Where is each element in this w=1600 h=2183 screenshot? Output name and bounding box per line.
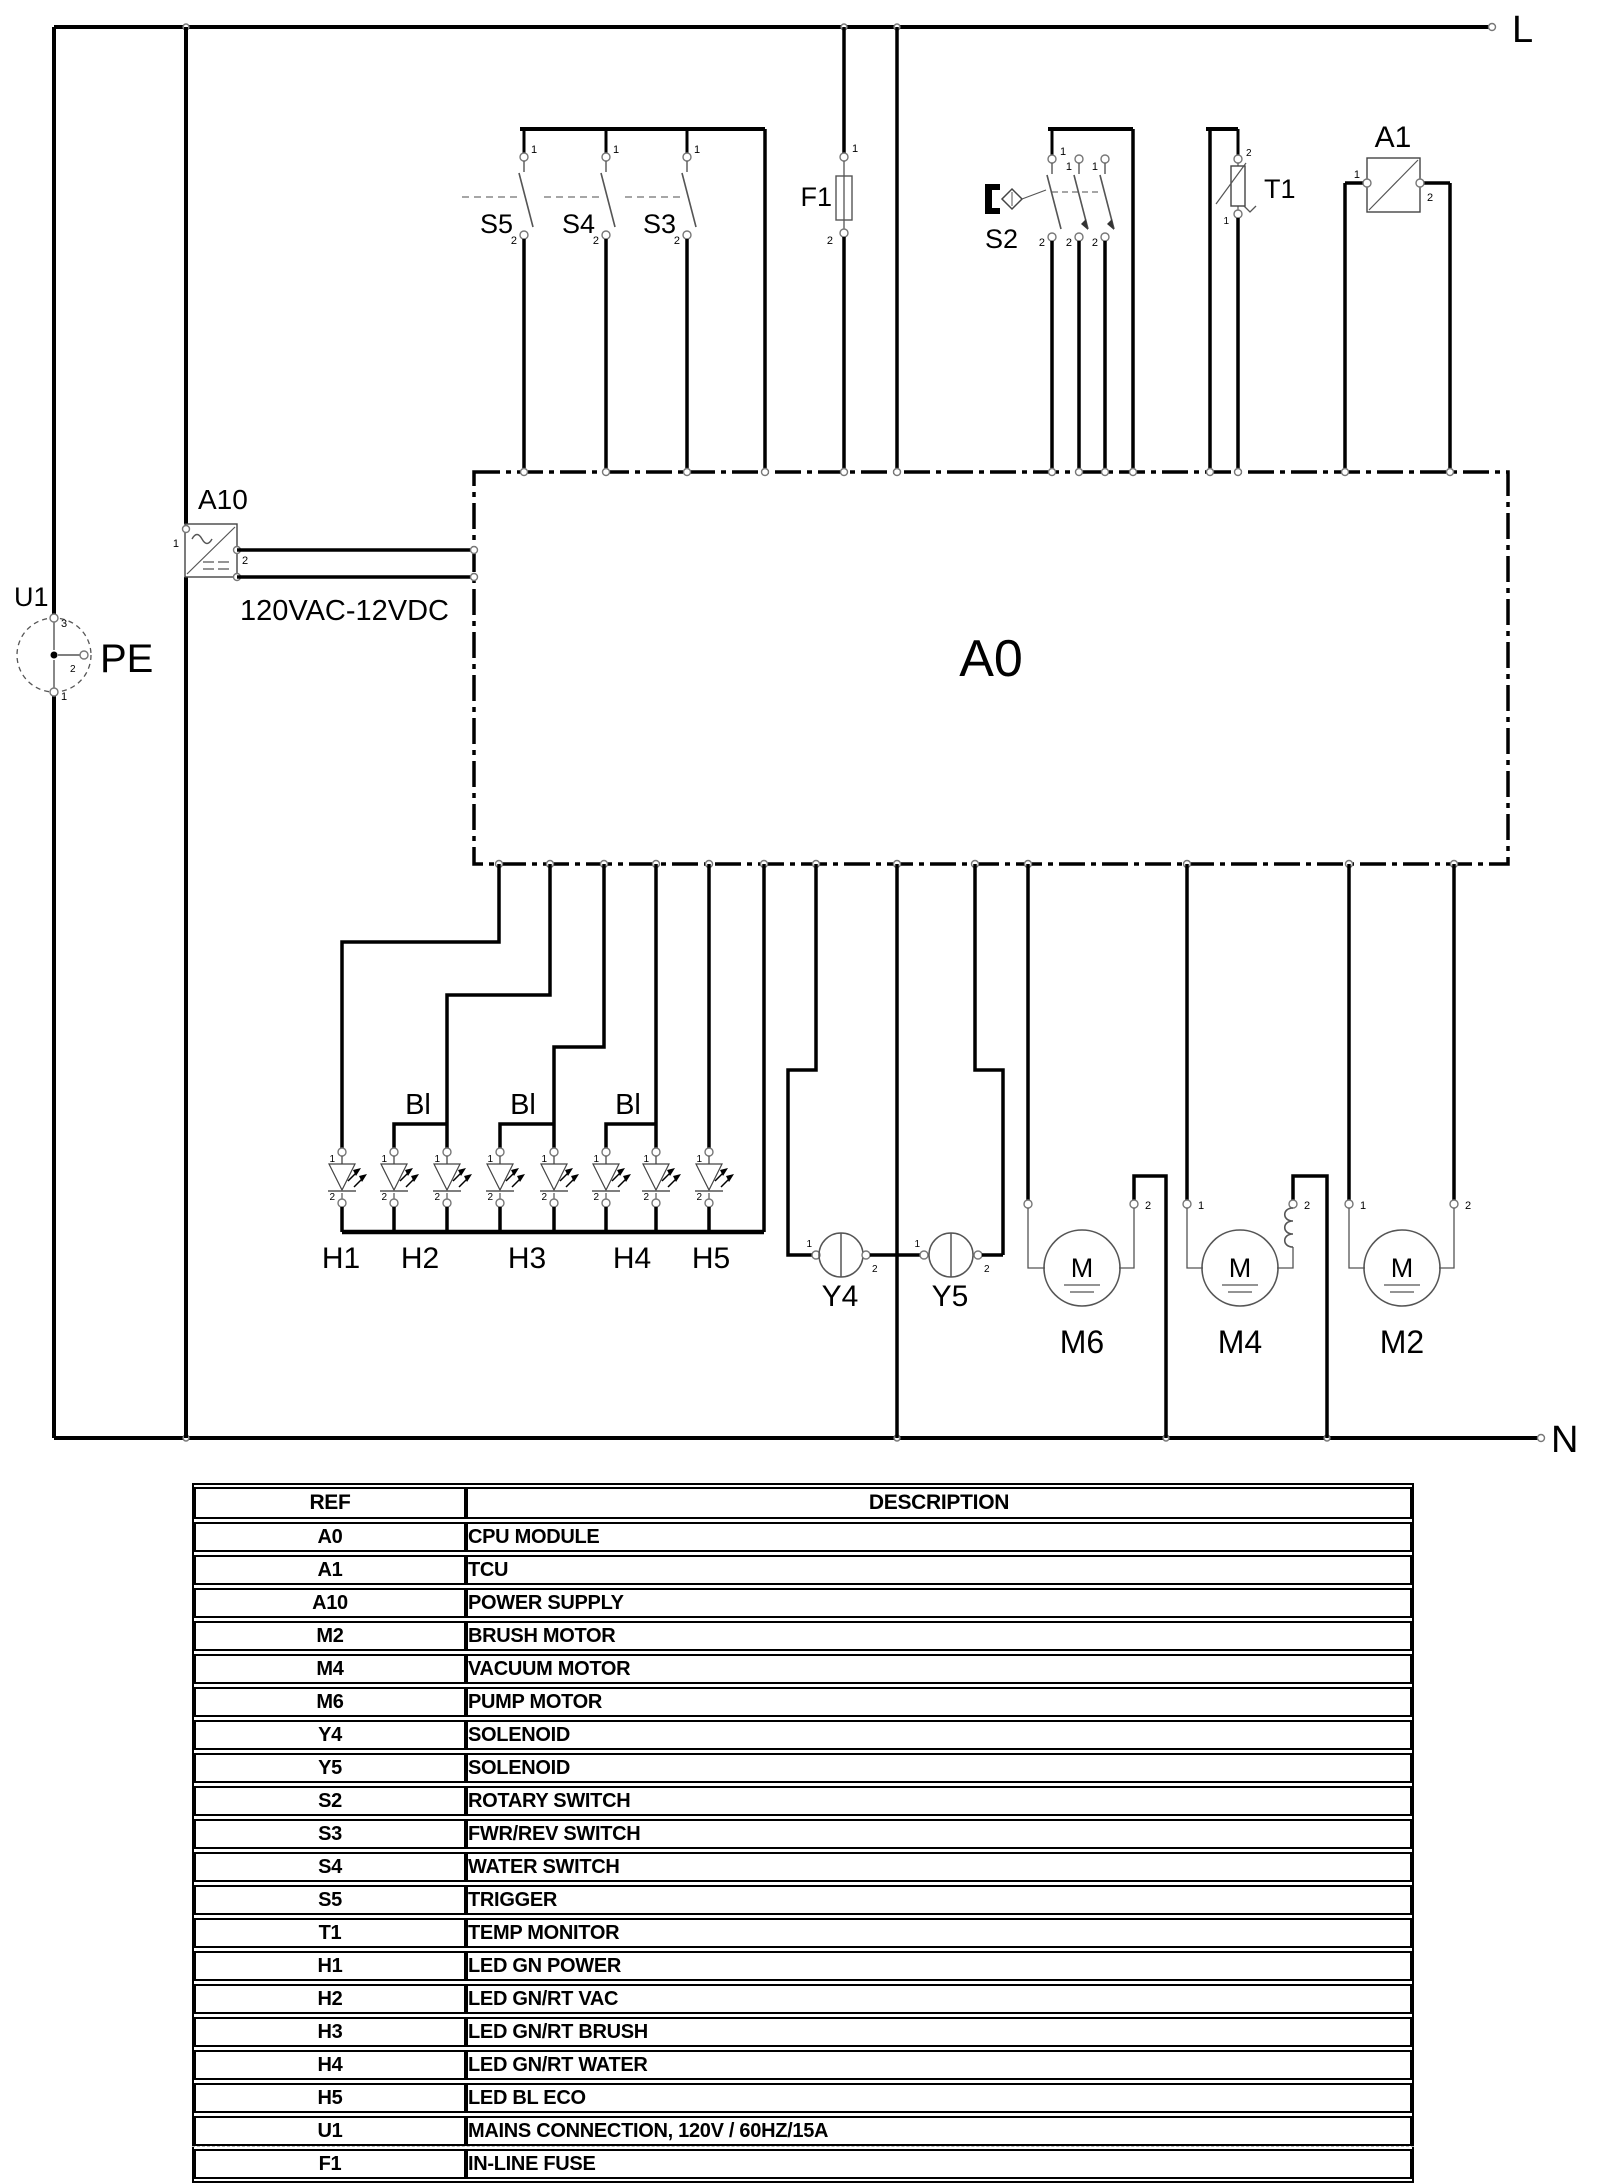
pin-label: 1	[329, 1154, 335, 1165]
a1-label: A1	[1374, 121, 1412, 154]
desc-cell: LED GN/RT WATER	[466, 2050, 1412, 2080]
desc-cell: VACUUM MOTOR	[466, 1654, 1412, 1684]
table-row	[194, 1720, 1412, 1750]
desc-cell: LED GN/RT BRUSH	[466, 2017, 1412, 2047]
pin-label: 1	[1060, 146, 1067, 158]
pin-label: 2	[826, 235, 833, 247]
power-supply-a10	[173, 27, 471, 1438]
table-row	[194, 1819, 1412, 1849]
ref-cell: F1	[194, 2149, 466, 2179]
pin-label: 2	[434, 1192, 440, 1203]
desc-cell: FWR/REV SWITCH	[466, 1819, 1412, 1849]
led-row	[322, 1089, 734, 1275]
line-rail	[54, 9, 1533, 1438]
pin-label: 1	[1353, 169, 1360, 181]
led-symbol	[540, 1148, 579, 1232]
s5-label: S5	[479, 209, 513, 239]
desc-cell: MAINS CONNECTION, 120V / 60HZ/15A	[466, 2116, 1412, 2146]
a0-label: A0	[959, 630, 1023, 688]
pin-label: 2	[592, 235, 599, 247]
ref-cell: Y5	[194, 1753, 466, 1783]
desc-cell: LED BL ECO	[466, 2083, 1412, 2113]
description-header: DESCRIPTION	[466, 1487, 1412, 1519]
pin-label: 2	[510, 235, 517, 247]
u1-label: U1	[14, 582, 49, 612]
h1-label: H1	[321, 1242, 361, 1275]
line-rail-label: L	[1512, 9, 1534, 51]
pin-label: 1	[1360, 1200, 1367, 1212]
pin-label: 1	[613, 144, 620, 156]
table-row	[194, 1984, 1412, 2014]
m6-label: M6	[1059, 1324, 1105, 1360]
ref-cell: M2	[194, 1621, 466, 1651]
s2-pole	[1092, 155, 1114, 472]
table-row	[194, 1588, 1412, 1618]
pin-label: 2	[1065, 237, 1072, 249]
table-row	[194, 2116, 1412, 2146]
pin-label: 2	[487, 1192, 493, 1203]
pin-label: 1	[531, 144, 538, 156]
pin-label: 1	[914, 1239, 920, 1250]
pin-label: 2	[329, 1192, 335, 1203]
pin-label: 2	[643, 1192, 649, 1203]
ref-cell: A10	[194, 1588, 466, 1618]
ref-cell: S4	[194, 1852, 466, 1882]
table-row	[194, 1918, 1412, 1948]
pin-label: 2	[1038, 237, 1045, 249]
rotary-switch-s2	[985, 129, 1133, 472]
pin-label: 3	[61, 618, 68, 630]
table-row	[194, 1753, 1412, 1783]
table-row	[194, 1522, 1412, 1552]
led-symbol	[486, 1148, 525, 1232]
pin-label: 1	[1198, 1200, 1205, 1212]
ref-cell: S5	[194, 1885, 466, 1915]
pin-label: 1	[61, 691, 68, 703]
brush-motor-m2	[1345, 864, 1471, 1360]
pin-label: 1	[1065, 161, 1072, 173]
fuse-f1	[800, 27, 858, 472]
led-symbol	[592, 1148, 631, 1232]
table-row	[194, 2083, 1412, 2113]
pin-label: 1	[852, 143, 859, 155]
ref-cell: S3	[194, 1819, 466, 1849]
pin-label: 2	[696, 1192, 702, 1203]
solenoid-y4	[788, 864, 897, 1313]
bl-label: Bl	[405, 1089, 431, 1121]
ref-cell: M6	[194, 1687, 466, 1717]
pin-label: 2	[984, 1264, 990, 1275]
h4-label: H4	[612, 1242, 652, 1275]
s2-pole	[1066, 155, 1088, 472]
desc-cell: TEMP MONITOR	[466, 1918, 1412, 1948]
table-row	[194, 1852, 1412, 1882]
m4-label: M4	[1217, 1324, 1263, 1360]
s2-label: S2	[984, 224, 1018, 254]
pin-label: 1	[694, 144, 701, 156]
table-bottom-partial-row	[192, 2146, 1414, 2147]
table-row	[194, 2050, 1412, 2080]
table-row	[194, 2017, 1412, 2047]
table-row	[194, 1885, 1412, 1915]
ref-header: REF	[194, 1487, 466, 1519]
pin-label: 2	[872, 1264, 878, 1275]
pin-label: 2	[1091, 237, 1098, 249]
pin-label: 1	[1223, 216, 1229, 227]
pin-label: 1	[696, 1154, 702, 1165]
desc-cell: LED GN POWER	[466, 1951, 1412, 1981]
desc-cell: CPU MODULE	[466, 1522, 1412, 1552]
f1-label: F1	[800, 182, 832, 212]
tcu-a1	[1345, 121, 1450, 472]
motor-letter: M	[1070, 1253, 1094, 1283]
desc-cell: WATER SWITCH	[466, 1852, 1412, 1882]
pin-label: 2	[242, 555, 249, 567]
s4-label: S4	[561, 209, 595, 239]
ref-cell: A0	[194, 1522, 466, 1552]
desc-cell: SOLENOID	[466, 1720, 1412, 1750]
desc-cell: ROTARY SWITCH	[466, 1786, 1412, 1816]
neutral-rail-label: N	[1551, 1419, 1579, 1461]
ref-cell: T1	[194, 1918, 466, 1948]
h5-label: H5	[691, 1242, 731, 1275]
switch-group-s5-s4-s3	[462, 129, 765, 472]
pin-label: 1	[593, 1154, 599, 1165]
pe-label: PE	[100, 637, 154, 681]
switch-s5	[462, 129, 537, 472]
table-row	[194, 1951, 1412, 1981]
desc-cell: PUMP MOTOR	[466, 1687, 1412, 1717]
a10-label: A10	[198, 484, 248, 515]
reference-table-grid	[194, 1484, 1412, 2182]
mains-connection-u1	[14, 582, 153, 703]
s2-pole	[1039, 146, 1066, 472]
table-row	[194, 2149, 1412, 2179]
pin-label: 2	[673, 235, 680, 247]
pin-label: 2	[381, 1192, 387, 1203]
ref-cell: Y4	[194, 1720, 466, 1750]
pin-label: 1	[806, 1239, 812, 1250]
s3-label: S3	[642, 209, 676, 239]
motor-letter: M	[1228, 1253, 1252, 1283]
ref-cell: H5	[194, 2083, 466, 2113]
neutral-rail	[54, 1419, 1578, 1461]
pin-label: 2	[1465, 1200, 1472, 1212]
table-row	[194, 1687, 1412, 1717]
pin-label: 1	[541, 1154, 547, 1165]
table-row	[194, 1621, 1412, 1651]
desc-cell: BRUSH MOTOR	[466, 1621, 1412, 1651]
pin-label: 2	[1304, 1200, 1311, 1212]
pin-label: 2	[541, 1192, 547, 1203]
a10-caption: 120VAC-12VDC	[240, 595, 450, 627]
switch-s4	[544, 129, 619, 472]
h3-label: H3	[507, 1242, 547, 1275]
pin-label: 1	[172, 538, 179, 550]
desc-cell: TRIGGER	[466, 1885, 1412, 1915]
table-header-row	[194, 1487, 1412, 1519]
ref-cell: H3	[194, 2017, 466, 2047]
h2-label: H2	[400, 1242, 440, 1275]
ref-cell: H1	[194, 1951, 466, 1981]
pin-label: 2	[1246, 148, 1252, 159]
pump-motor-m6	[1024, 864, 1166, 1438]
bl-label: Bl	[615, 1089, 641, 1121]
pin-label: 1	[1091, 161, 1098, 173]
ref-cell: A1	[194, 1555, 466, 1585]
desc-cell: POWER SUPPLY	[466, 1588, 1412, 1618]
desc-cell: LED GN/RT VAC	[466, 1984, 1412, 2014]
switch-s3	[625, 129, 700, 472]
ref-cell: M4	[194, 1654, 466, 1684]
pin-label: 1	[434, 1154, 440, 1165]
vacuum-motor-m4	[1183, 864, 1327, 1438]
motor-letter: M	[1390, 1253, 1414, 1283]
pin-label: 1	[487, 1154, 493, 1165]
y5-label: Y5	[931, 1280, 969, 1313]
bl-label: Bl	[510, 1089, 536, 1121]
led-symbol	[433, 1148, 472, 1232]
desc-cell: TCU	[466, 1555, 1412, 1585]
ref-cell: H4	[194, 2050, 466, 2080]
t1-label: T1	[1264, 174, 1296, 204]
table-row	[194, 1555, 1412, 1585]
cpu-module-a0	[471, 469, 1509, 868]
led-symbol	[695, 1148, 734, 1232]
pin-label: 2	[70, 664, 76, 675]
desc-cell: IN-LINE FUSE	[466, 2149, 1412, 2179]
pin-label: 2	[593, 1192, 599, 1203]
m2-label: M2	[1379, 1324, 1425, 1360]
pin-label: 2	[1427, 192, 1434, 204]
temp-monitor-t1	[1206, 129, 1296, 472]
ref-cell: H2	[194, 1984, 466, 2014]
led-symbol	[642, 1148, 681, 1232]
y4-label: Y4	[821, 1280, 859, 1313]
pin-label: 1	[643, 1154, 649, 1165]
led-symbol	[328, 1148, 367, 1232]
pin-label: 2	[1145, 1200, 1152, 1212]
pin-label: 1	[381, 1154, 387, 1165]
led-symbol	[380, 1148, 419, 1232]
solenoid-y5	[897, 864, 1003, 1313]
desc-cell: SOLENOID	[466, 1753, 1412, 1783]
ref-cell: S2	[194, 1786, 466, 1816]
table-row	[194, 1654, 1412, 1684]
reference-table	[192, 1483, 1414, 2183]
table-row	[194, 1786, 1412, 1816]
ref-cell: U1	[194, 2116, 466, 2146]
